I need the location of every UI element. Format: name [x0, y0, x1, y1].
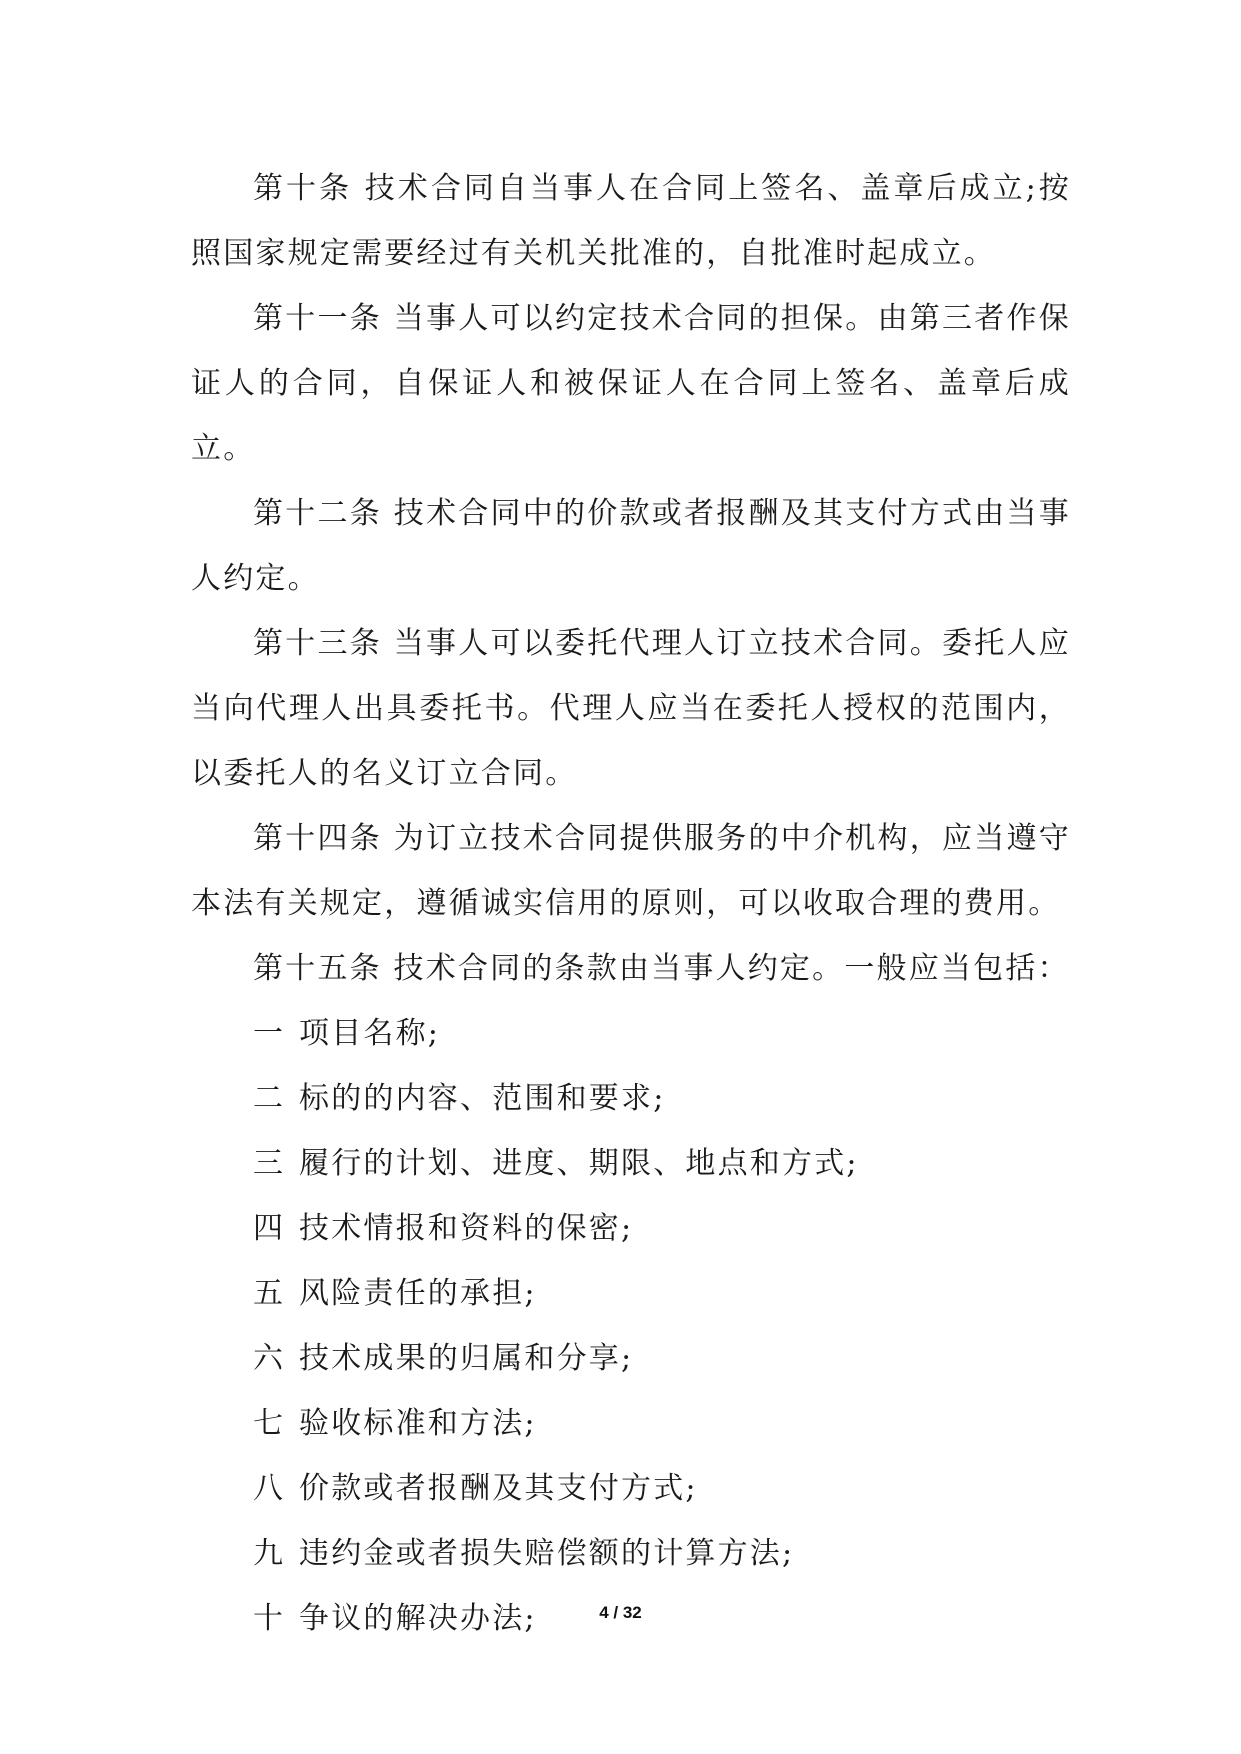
clause-text: 价款或者报酬及其支付方式;: [299, 1471, 698, 1506]
clause-item: [191, 1261, 1071, 1326]
clause-number: 一: [253, 1016, 286, 1051]
clause-number: 七: [253, 1406, 286, 1441]
article-10: 第十条 技术合同自当事人在合同上签名、盖章后成立;按照国家规定需要经过有关机关批准的，自批准时起成立。: [191, 171, 1071, 271]
clause-item: [191, 1456, 1071, 1521]
clause-text: 争议的解决办法;: [299, 1601, 537, 1636]
article-13: 第十三条 当事人可以委托代理人订立技术合同。委托人应当向代理人出具委托书。代理人应当在委托人授权的范围内，以委托人的名义订立合同。: [191, 626, 1071, 791]
article-14: 第十四条 为订立技术合同提供服务的中介机构，应当遵守本法有关规定，遵循诚实信用的原则，可以收取合理的费用。: [191, 821, 1071, 921]
clause-text: 项目名称;: [299, 1016, 441, 1051]
article-12: 第十二条 技术合同中的价款或者报酬及其支付方式由当事人约定。: [191, 496, 1071, 596]
clause-list: [191, 1001, 1071, 1651]
article-11: 第十一条 当事人可以约定技术合同的担保。由第三者作保证人的合同，自保证人和被保证人在合同上签名、盖章后成立。: [191, 301, 1071, 466]
clause-text: 违约金或者损失赔偿额的计算方法;: [299, 1536, 795, 1571]
clause-item: [191, 1521, 1071, 1586]
clause-item: [191, 1326, 1071, 1391]
clause-number: 四: [253, 1211, 286, 1246]
clause-text: 验收标准和方法;: [299, 1406, 537, 1441]
clause-item: [191, 1196, 1071, 1261]
page-number: 4 / 32: [599, 1603, 642, 1622]
clause-number: 二: [253, 1081, 286, 1116]
clause-item: [191, 1001, 1071, 1066]
page-body: [191, 156, 1071, 1651]
clause-item: [191, 1066, 1071, 1131]
clause-number: 九: [253, 1536, 286, 1571]
clause-number: 六: [253, 1341, 286, 1376]
clause-number: 八: [253, 1471, 286, 1506]
article-15: 第十五条 技术合同的条款由当事人约定。一般应当包括：: [253, 951, 1070, 986]
clause-number: 三: [253, 1146, 286, 1181]
clause-number: 五: [253, 1276, 286, 1311]
clause-text: 风险责任的承担;: [299, 1276, 537, 1311]
clause-item: [191, 1131, 1071, 1196]
clause-text: 技术情报和资料的保密;: [299, 1211, 634, 1246]
clause-text: 标的的内容、范围和要求;: [299, 1081, 666, 1116]
clause-text: 技术成果的归属和分享;: [299, 1341, 634, 1376]
clause-number: 十: [253, 1601, 286, 1636]
clause-item: [191, 1391, 1071, 1456]
clause-text: 履行的计划、进度、期限、地点和方式;: [299, 1146, 859, 1181]
